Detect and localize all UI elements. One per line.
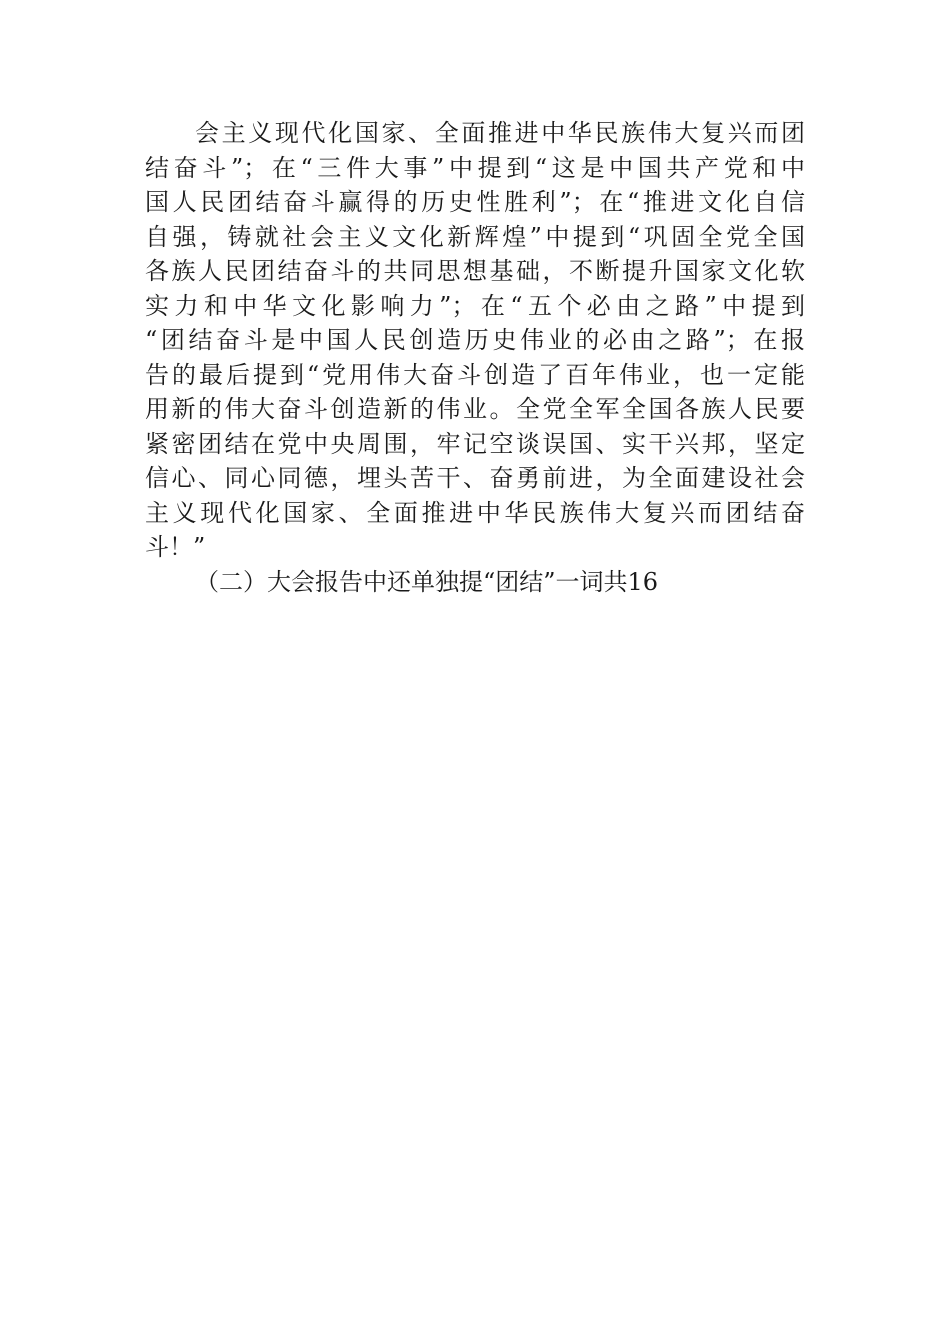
paragraph-1-line-2: 结奋斗”；在“三件大事”中提到“这是中国共产党和中 [145,153,805,182]
paragraph-1-line-12: 主义现代化国家、全面推进中华民族伟大复兴而团结奋 [145,498,805,527]
paragraph-1-line-7: “团结奋斗是中国人民创造历史伟业的必由之路”；在报 [145,326,805,354]
paragraph-1-line-1: 会主义现代化国家、全面推进中华民族伟大复兴而团 [195,119,805,147]
paragraph-1-line-8: 告的最后提到“党用伟大奋斗创造了百年伟业，也一定能 [145,360,805,389]
paragraph-1-line-4: 自强，铸就社会主义文化新辉煌”中提到“巩固全党全国 [145,222,805,251]
paragraph-1-line-5: 各族人民团结奋斗的共同思想基础，不断提升国家文化软 [145,257,805,285]
paragraph-2-heading: （二）大会报告中还单独提“团结”一词共16 [195,567,659,596]
paragraph-1-line-6: 实力和中华文化影响力”；在“五个必由之路”中提到 [145,291,805,320]
paragraph-1-line-3: 国人民团结奋斗赢得的历史性胜利”；在“推进文化自信 [145,188,805,216]
paragraph-1-line-13: 斗！” [145,533,206,561]
paragraph-1-line-9: 用新的伟大奋斗创造新的伟业。全党全军全国各族人民要 [145,395,805,423]
paragraph-1-line-10: 紧密团结在党中央周围，牢记空谈误国、实干兴邦，坚定 [145,429,805,458]
document-body [145,116,805,599]
paragraph-1-line-11: 信心、同心同德，埋头苦干、奋勇前进，为全面建设社会 [145,464,805,492]
